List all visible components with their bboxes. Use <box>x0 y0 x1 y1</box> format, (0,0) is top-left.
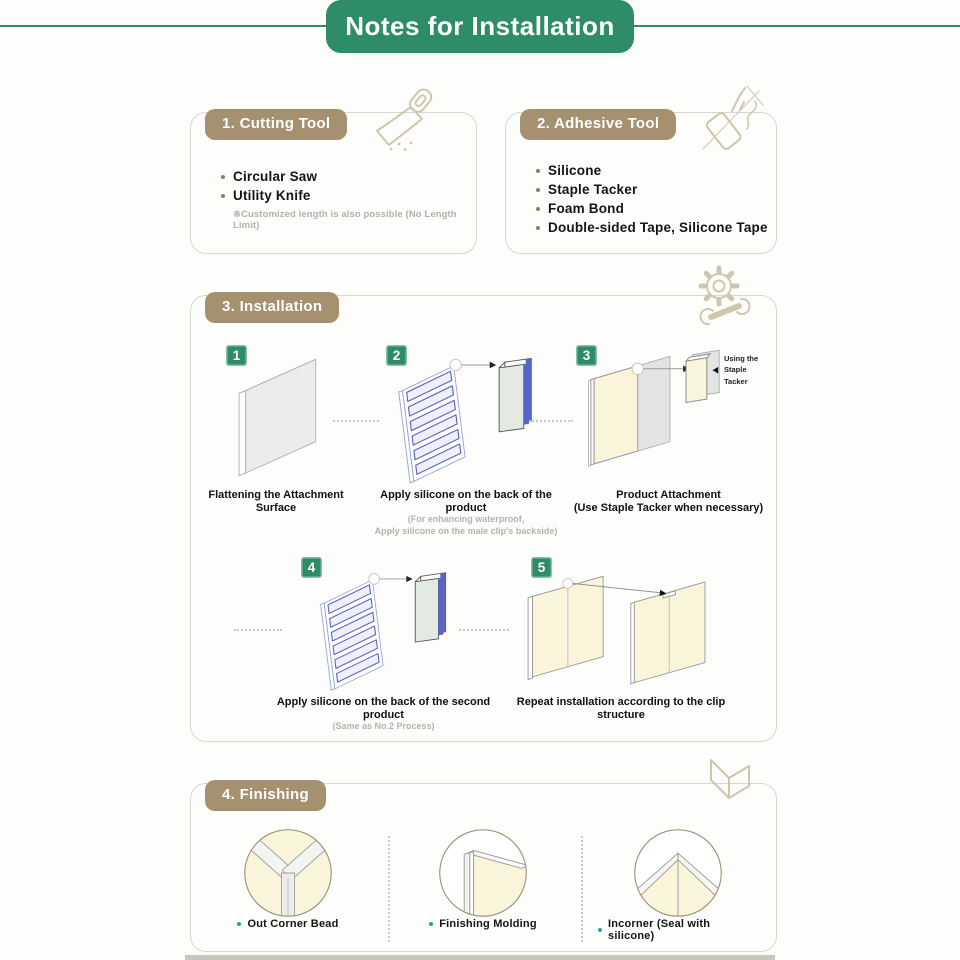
handsaw-icon <box>369 87 443 151</box>
bullet-dot <box>536 188 540 192</box>
adhesive-tool-heading: 2. Adhesive Tool <box>520 109 676 140</box>
step-2-subcaption: Apply silicone on the male clip's backside) <box>374 525 558 536</box>
bullet-dot <box>221 175 225 179</box>
staple-tacker-callout: Using the Staple Tacker <box>724 354 759 386</box>
step-2-number: 2 <box>386 345 407 366</box>
dotted-connector <box>234 629 282 631</box>
step-5-caption: Repeat installation according to the clip structure <box>516 696 726 721</box>
finishing-molding-diagram <box>436 826 530 920</box>
dotted-connector <box>333 420 379 422</box>
step-3 <box>566 341 771 514</box>
cutting-note: ※Customized length is also possible (No Length Limit) <box>233 209 457 231</box>
step-5-illustration <box>506 562 736 696</box>
bullet-dot <box>536 207 540 211</box>
list-item: Silicone <box>536 163 768 178</box>
bullet-dot <box>536 226 540 230</box>
step-5-number: 5 <box>531 557 552 578</box>
dotted-separator <box>581 836 583 942</box>
bullet-dot <box>237 922 241 926</box>
finishing-item: Finishing Molding <box>403 918 563 930</box>
installation-heading: 3. Installation <box>205 292 339 323</box>
section-adhesive-tool <box>505 112 777 254</box>
step-3-caption2: (Use Staple Tacker when necessary) <box>573 501 764 514</box>
cutting-tool-list <box>221 165 476 231</box>
list-item: Circular Saw <box>221 169 476 184</box>
step-4-illustration <box>289 562 479 696</box>
step-1-caption: Flattening the Attachment Surface <box>208 489 344 514</box>
bullet-dot <box>221 194 225 198</box>
list-item: Utility Knife <box>221 188 476 203</box>
footer-strip <box>185 955 775 960</box>
step-4-subcaption: (Same as No.2 Process) <box>332 721 435 732</box>
finishing-item: Incorner (Seal with silicone) <box>598 918 758 942</box>
step-1-number: 1 <box>226 345 247 366</box>
page-title: Notes for Installation <box>326 0 634 53</box>
step-4-number: 4 <box>301 557 322 578</box>
silicone-gun-icon <box>699 83 767 155</box>
step-3-caption: Product Attachment <box>616 489 721 501</box>
cutting-tool-heading: 1. Cutting Tool <box>205 109 347 140</box>
step-4 <box>276 556 491 733</box>
section-installation <box>190 295 777 742</box>
step-5 <box>506 556 736 721</box>
step-1-illustration <box>206 347 346 489</box>
step-2-illustration <box>371 347 561 489</box>
bullet-dot <box>429 922 433 926</box>
corner-bead-icon <box>703 756 757 808</box>
step-2-subcaption: (For enhancing waterproof, <box>407 514 525 525</box>
step-1 <box>206 341 346 514</box>
incorner-diagram <box>631 826 725 920</box>
list-item: Double-sided Tape, Silicone Tape <box>536 220 768 235</box>
finishing-item: Out Corner Bead <box>208 918 368 930</box>
step-2 <box>371 341 561 538</box>
bullet-dot <box>536 169 540 173</box>
gear-wrench-icon <box>691 265 759 327</box>
finishing-heading: 4. Finishing <box>205 780 326 811</box>
section-cutting-tool <box>190 112 477 254</box>
bullet-dot <box>598 928 602 932</box>
step-4-caption: Apply silicone on the back of the second product <box>276 696 491 721</box>
list-item: Staple Tacker <box>536 182 768 197</box>
step-3-number: 3 <box>576 345 597 366</box>
step-2-caption: Apply silicone on the back of the product <box>380 489 552 514</box>
dotted-connector <box>529 420 573 422</box>
list-item: Foam Bond <box>536 201 768 216</box>
out-corner-bead-diagram <box>241 826 335 920</box>
section-finishing <box>190 783 777 952</box>
dotted-separator <box>388 836 390 942</box>
adhesive-tool-list <box>536 159 768 239</box>
dotted-connector <box>459 629 509 631</box>
